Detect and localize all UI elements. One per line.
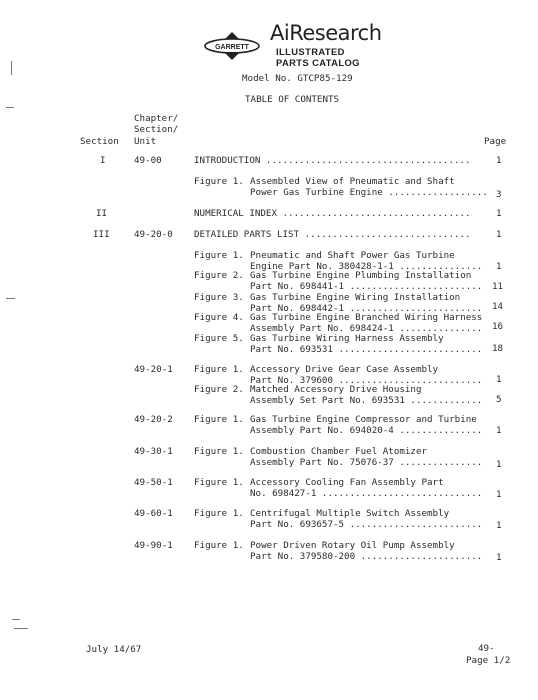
figure-label: Figure 1. bbox=[194, 477, 244, 488]
section-roman: I bbox=[100, 155, 106, 166]
entry-page: 3 bbox=[496, 189, 502, 200]
entry-page: 1 bbox=[496, 459, 502, 470]
section-title: NUMERICAL INDEX .................................. bbox=[194, 208, 471, 219]
unit-number: 49-20-2 bbox=[134, 414, 173, 425]
entry-title-line1: Pneumatic and Shaft Power Gas Turbine bbox=[250, 250, 455, 261]
entry-page: 1 bbox=[496, 552, 502, 563]
scan-mark bbox=[6, 298, 15, 299]
entry-title-line1: Gas Turbine Wiring Harness Assembly bbox=[250, 333, 444, 344]
entry-page: 1 bbox=[496, 520, 502, 531]
footer-chapter: 49- bbox=[478, 643, 495, 654]
chapter-header-line1: Chapter/ bbox=[134, 113, 179, 124]
unit-number: 49-30-1 bbox=[134, 446, 173, 457]
entry-title-line2: Assembly Part No. 694020-4 ............... bbox=[250, 425, 483, 436]
entry-title-line2: Part No. 379580-200 ...................... bbox=[250, 551, 483, 562]
section-page: 1 bbox=[496, 155, 502, 166]
footer-page: Page 1/2 bbox=[466, 655, 511, 666]
page-header: Page bbox=[484, 136, 507, 147]
footer-date: July 14/67 bbox=[86, 644, 142, 655]
chapter-header-line2: Section/ bbox=[134, 124, 179, 135]
entry-title-line2: Power Gas Turbine Engine .................. bbox=[250, 187, 488, 198]
entry-page: 1 bbox=[496, 261, 502, 272]
entry-page: 11 bbox=[492, 281, 504, 292]
unit-number: 49-90-1 bbox=[134, 540, 173, 551]
entry-page: 14 bbox=[492, 301, 504, 312]
entry-title-line2: Engine Part No. 380428-1-1 ............... bbox=[250, 261, 483, 272]
brand-name: AiResearch bbox=[270, 21, 382, 45]
figure-label: Figure 1. bbox=[194, 508, 244, 519]
entry-title-line1: Combustion Chamber Fuel Atomizer bbox=[250, 446, 428, 457]
section-unit: 49-20-0 bbox=[134, 229, 173, 240]
figure-label: Figure 1. bbox=[194, 250, 244, 261]
parts-catalog-label: PARTS CATALOG bbox=[276, 57, 360, 68]
figure-label: Figure 1. bbox=[194, 540, 244, 551]
entry-page: 1 bbox=[496, 374, 502, 385]
section-header: Section bbox=[80, 136, 119, 147]
model-number: Model No. GTCP85-129 bbox=[242, 73, 353, 84]
scan-mark bbox=[6, 107, 14, 108]
section-roman: II bbox=[96, 208, 108, 219]
chapter-header-line3: Unit bbox=[134, 136, 157, 147]
entry-title-line2: Part No. 698441-1 ........................ bbox=[250, 281, 483, 292]
section-title: DETAILED PARTS LIST .............................. bbox=[194, 229, 471, 240]
entry-title-line2: Assembly Set Part No. 693531 ............. bbox=[250, 395, 483, 406]
section-page: 1 bbox=[496, 208, 502, 219]
entry-page: 1 bbox=[496, 489, 502, 500]
entry-page: 18 bbox=[492, 343, 504, 354]
entry-title-line1: Accessory Drive Gear Case Assembly bbox=[250, 364, 439, 375]
section-roman: III bbox=[93, 229, 110, 240]
toc-title: TABLE OF CONTENTS bbox=[245, 94, 340, 105]
entry-title-line1: Assembled View of Pneumatic and Shaft bbox=[250, 176, 455, 187]
entry-page: 16 bbox=[492, 321, 504, 332]
entry-title-line1: Gas Turbine Engine Compressor and Turbine bbox=[250, 414, 477, 425]
entry-page: 1 bbox=[496, 425, 502, 436]
section-page: 1 bbox=[496, 229, 502, 240]
figure-label: Figure 1. bbox=[194, 364, 244, 375]
figure-label: Figure 4. bbox=[194, 312, 244, 323]
figure-label: Figure 5. bbox=[194, 333, 244, 344]
entry-title-line2: Assembly Part No. 75076-37 ............... bbox=[250, 457, 483, 468]
scan-mark bbox=[12, 619, 20, 620]
figure-label: Figure 2. bbox=[194, 384, 244, 395]
figure-label: Figure 1. bbox=[194, 446, 244, 457]
entry-title-line1: Gas Turbine Engine Branched Wiring Harness bbox=[250, 312, 483, 323]
entry-title-line2: Part No. 693531 .......................... bbox=[250, 344, 483, 355]
entry-title-line2: Assembly Part No. 698424-1 ............... bbox=[250, 323, 483, 334]
entry-title-line2: Part No. 698442-1 ........................ bbox=[250, 303, 483, 314]
section-unit: 49-00 bbox=[134, 155, 162, 166]
entry-title-line2: Part No. 379600 .......................... bbox=[250, 375, 483, 386]
scan-mark bbox=[11, 61, 12, 75]
garrett-emblem bbox=[203, 31, 261, 61]
unit-number: 49-20-1 bbox=[134, 364, 173, 375]
entry-title-line1: Power Driven Rotary Oil Pump Assembly bbox=[250, 540, 455, 551]
section-title: INTRODUCTION ..................................... bbox=[194, 155, 471, 166]
entry-title-line1: Accessory Cooling Fan Assembly Part bbox=[250, 477, 444, 488]
unit-number: 49-60-1 bbox=[134, 508, 173, 519]
emblem-text: GARRETT bbox=[215, 44, 249, 51]
scan-mark bbox=[14, 628, 28, 629]
entry-page: 5 bbox=[496, 394, 502, 405]
figure-label: Figure 1. bbox=[194, 176, 244, 187]
illustrated-label: ILLUSTRATED bbox=[276, 46, 345, 57]
entry-title-line1: Gas Turbine Engine Wiring Installation bbox=[250, 292, 461, 303]
entry-title-line2: No. 698427-1 ............................. bbox=[250, 488, 483, 499]
unit-number: 49-50-1 bbox=[134, 477, 173, 488]
figure-label: Figure 3. bbox=[194, 292, 244, 303]
figure-label: Figure 2. bbox=[194, 270, 244, 281]
entry-title-line1: Matched Accessory Drive Housing bbox=[250, 384, 422, 395]
entry-title-line2: Part No. 693657-5 ........................ bbox=[250, 519, 483, 530]
entry-title-line1: Centrifugal Multiple Switch Assembly bbox=[250, 508, 450, 519]
figure-label: Figure 1. bbox=[194, 414, 244, 425]
entry-title-line1: Gas Turbine Engine Plumbing Installation bbox=[250, 270, 472, 281]
